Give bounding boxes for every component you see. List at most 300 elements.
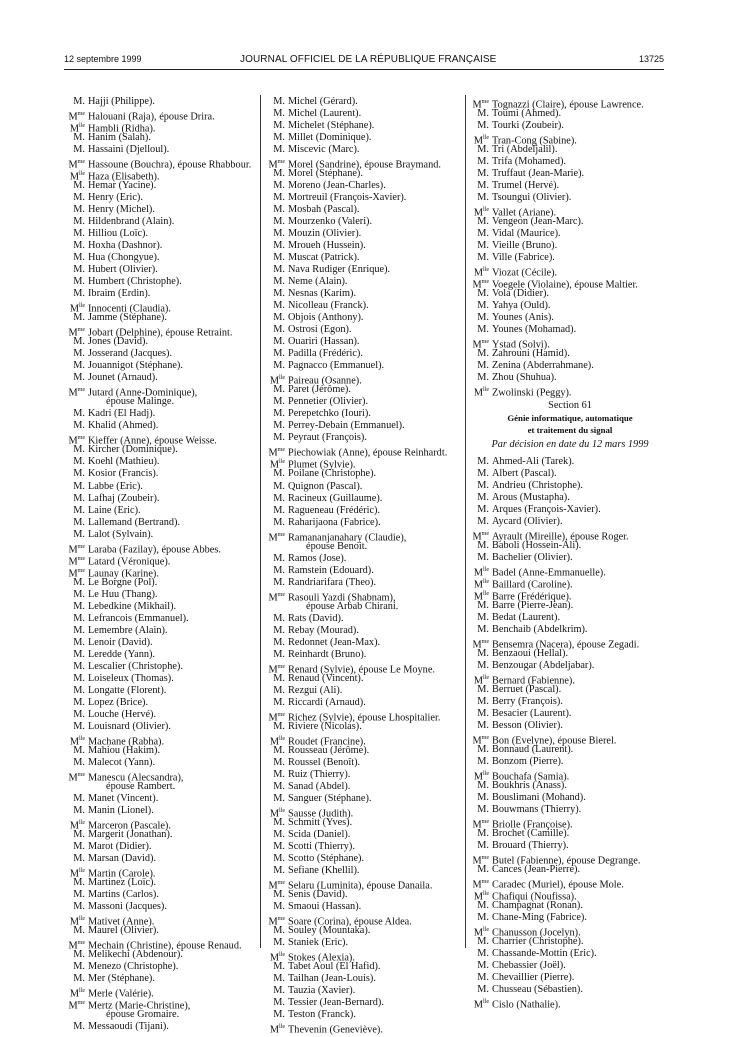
civility-title: M. <box>73 444 85 456</box>
person-name: Vidal (Maurice). <box>492 228 561 240</box>
person-name: Benchaib (Abdelkrim). <box>492 623 588 635</box>
person-name: Nicolleau (Franck). <box>288 300 369 312</box>
person-name: Malecot (Yann). <box>88 756 156 768</box>
list-item <box>66 312 256 324</box>
list-item <box>266 204 464 216</box>
person-name: Mertz (Marie-Christine), <box>88 1000 191 1012</box>
civility-title: M. <box>273 768 285 780</box>
civility-title: M. <box>73 660 85 672</box>
civility-title: M. <box>73 204 85 216</box>
list-item <box>266 96 464 108</box>
civility-title: M. <box>273 276 285 288</box>
list-item <box>266 541 464 553</box>
person-name: Ystad (Solvi). <box>492 339 550 351</box>
person-name: Senis (David). <box>288 889 348 901</box>
person-name: Marot (Didier). <box>88 840 152 852</box>
person-name: Reinhardt (Bruno). <box>288 648 367 660</box>
list-item <box>470 876 670 891</box>
list-item <box>66 721 256 733</box>
list-item <box>470 708 670 720</box>
person-name: Moreno (Jean-Charles). <box>288 180 386 192</box>
person-name: Hua (Chongyue). <box>88 252 160 264</box>
person-name: Marceron (Pascale). <box>88 820 171 832</box>
list-item <box>266 577 464 589</box>
list-item <box>66 625 256 637</box>
civility-title: M. <box>73 696 85 708</box>
civility-title: M. <box>73 348 85 360</box>
civility-title: M. <box>273 961 285 973</box>
list-item <box>470 732 670 747</box>
person-name: Chafiqui (Noufissa). <box>492 891 577 903</box>
list-item <box>266 108 464 120</box>
civility-title: M. <box>477 120 489 132</box>
civility-title: $M^{me}$ <box>472 638 489 651</box>
person-name: Lalot (Sylvain). <box>88 528 154 540</box>
list-item <box>66 961 256 973</box>
civility-title: M. <box>477 168 489 180</box>
person-name: Ramananjanahary (Claudie), <box>288 531 407 543</box>
civility-title: M. <box>73 840 85 852</box>
civility-title: M. <box>477 539 489 551</box>
list-item <box>470 636 670 651</box>
civility-title: M. <box>477 479 489 491</box>
list-item <box>66 997 256 1012</box>
person-name: Redonnet (Jean-Max). <box>288 636 381 648</box>
person-name: Roussel (Benoît). <box>288 756 361 768</box>
list-item <box>470 456 670 468</box>
person-name: Zenina (Abderrahmane). <box>492 360 594 372</box>
civility-title: $M^{me}$ <box>68 159 85 171</box>
list-item <box>66 372 256 384</box>
civility-title: $M^{me}$ <box>68 435 85 447</box>
person-name: Melikechi (Abdenour). <box>88 949 183 961</box>
person-name: Roudet (Francine). <box>288 736 366 748</box>
person-name: Truffaut (Jean-Marie). <box>492 168 585 180</box>
list-item <box>66 288 256 300</box>
list-item <box>470 804 670 816</box>
list-item <box>266 276 464 288</box>
list-item <box>470 348 670 360</box>
civility-title: M. <box>273 852 285 864</box>
civility-title: M. <box>273 636 285 648</box>
header-rule <box>64 69 664 70</box>
civility-title: M. <box>273 901 285 913</box>
person-name: Haza (Elisabeth). <box>88 171 160 183</box>
person-name: Miscevic (Marc). <box>288 144 360 156</box>
list-item <box>470 540 670 552</box>
list-item <box>66 517 256 529</box>
civility-title: M. <box>73 252 85 264</box>
person-name: Sanguer (Stéphane). <box>288 792 372 804</box>
list-item <box>266 360 464 372</box>
list-item <box>470 468 670 480</box>
person-name: Le Borgne (Pol). <box>88 576 158 588</box>
civility-title: M. <box>477 755 489 767</box>
list-item <box>66 601 256 613</box>
list-item <box>66 156 256 171</box>
list-item <box>266 865 464 877</box>
civility-title: M. <box>477 360 489 372</box>
list-item <box>66 853 256 865</box>
list-item <box>470 600 670 612</box>
civility-title: M. <box>73 336 85 348</box>
decision-date: Par décision en date du 12 mars 1999 <box>491 439 649 451</box>
section-subtitle-1: Génie informatique, automatique <box>507 413 633 424</box>
civility-title: M. <box>73 276 85 288</box>
list-item <box>266 781 464 793</box>
civility-title: $M^{me}$ <box>472 734 489 747</box>
person-name: Massoni (Jacques). <box>88 901 167 913</box>
person-name: Hanim (Salah). <box>88 132 151 144</box>
person-name: Bouslimani (Mohand). <box>492 791 586 803</box>
civility-title: M. <box>273 132 285 144</box>
list-item <box>266 565 464 577</box>
civility-title: M. <box>477 288 489 300</box>
person-name: Mroueh (Hussein). <box>288 240 366 252</box>
person-name: Lafhaj (Zoubeir). <box>88 492 160 504</box>
list-item <box>470 192 670 204</box>
civility-title: $M^{me}$ <box>268 880 285 892</box>
person-name: Besson (Olivier). <box>492 719 563 731</box>
list-item <box>266 240 464 252</box>
page-header <box>64 54 664 68</box>
civility-title: M. <box>477 372 489 384</box>
list-item <box>470 756 670 768</box>
person-name: Jounet (Arnaud). <box>88 372 158 384</box>
list-item <box>266 252 464 264</box>
person-name: Baboli (Hossein-Ali). <box>492 539 582 551</box>
list-item <box>66 697 256 709</box>
list-item <box>66 709 256 721</box>
person-name: Laraba (Fazilay), épouse Abbes. <box>88 544 221 555</box>
list-item <box>266 396 464 408</box>
civility-title: M. <box>273 120 285 132</box>
person-name: Josserand (Jacques). <box>88 348 173 360</box>
person-name: Scotto (Stéphane). <box>288 852 365 864</box>
person-name: Bensemra (Nacera), épouse Zegadi. <box>492 639 640 651</box>
person-name: Lenoir (David). <box>88 636 153 648</box>
section-subtitle-2: et traitement du signal <box>527 425 613 436</box>
civility-title: $M^{me}$ <box>68 1000 85 1012</box>
civility-title: M. <box>273 756 285 768</box>
person-name: Vallet (Ariane). <box>492 207 557 219</box>
list-item <box>470 276 670 291</box>
person-name: Koehl (Mathieu). <box>88 456 160 468</box>
list-item <box>470 576 670 591</box>
list-item <box>470 360 670 372</box>
list-item <box>470 96 670 111</box>
civility-title: M. <box>73 648 85 660</box>
civility-title: M. <box>477 156 489 168</box>
civility-title: M. <box>73 516 85 528</box>
list-item <box>66 216 256 228</box>
person-name: Riccardi (Arnaud). <box>288 696 366 708</box>
person-name: Ayrault (Mireille), épouse Roger. <box>492 531 629 543</box>
civility-title: M. <box>477 467 489 479</box>
civility-title: $M^{lle}$ <box>473 267 489 279</box>
person-name: Zhou (Shuhua). <box>492 372 557 384</box>
civility-title: M. <box>273 96 285 107</box>
person-name: Martinez (Loïc). <box>88 877 157 889</box>
person-name: Ouariri (Hassan). <box>288 336 360 348</box>
list-item <box>266 1021 464 1036</box>
civility-title: M. <box>273 192 285 204</box>
person-name: Tsoungui (Olivier). <box>492 192 572 204</box>
list-item <box>470 336 670 351</box>
column-divider <box>260 95 261 948</box>
person-name: Hoxha (Dashnor). <box>88 240 163 252</box>
person-name: Butel (Fabienne), épouse Degrange. <box>492 855 641 867</box>
list-item <box>266 985 464 997</box>
list-item <box>66 108 256 123</box>
civility-title: $M^{lle}$ <box>69 303 85 315</box>
list-item <box>470 492 670 504</box>
civility-title: M. <box>73 889 85 901</box>
civility-title: $M^{lle}$ <box>473 135 489 147</box>
civility-title: M. <box>273 564 285 576</box>
civility-title: $M^{lle}$ <box>69 123 85 135</box>
civility-title: M. <box>477 108 489 120</box>
person-name: Mechain (Christine), épouse Renaud. <box>88 940 242 952</box>
civility-title: M. <box>273 300 285 312</box>
civility-title: M. <box>273 684 285 696</box>
list-item <box>266 961 464 973</box>
list-item <box>66 180 256 192</box>
civility-title: M. <box>477 599 489 611</box>
person-name: Paret (Jérôme). <box>288 384 351 396</box>
person-name: Lallemand (Bertrand). <box>88 516 181 528</box>
list-item <box>66 204 256 216</box>
list-item <box>266 637 464 649</box>
person-name: Bouchafa (Samia). <box>492 771 570 783</box>
list-item <box>470 180 670 192</box>
person-name: Tabet Aoul (El Hafid). <box>288 961 381 973</box>
person-name: Hassaini (Djelloul). <box>88 144 170 156</box>
civility-title: M. <box>477 695 489 707</box>
civility-title: M. <box>273 516 285 528</box>
civility-title: $M^{lle}$ <box>473 207 489 219</box>
list-item <box>266 529 464 541</box>
person-name: Latard (Véronique). <box>88 556 171 568</box>
list-item <box>470 948 670 960</box>
list-item <box>470 120 670 132</box>
civility-title: M. <box>477 252 489 264</box>
civility-title: M. <box>73 684 85 696</box>
person-name: Halouani (Raja), épouse Drira. <box>88 111 215 123</box>
list-item <box>266 757 464 769</box>
list-item <box>266 288 464 300</box>
civility-title: M. <box>73 468 85 480</box>
civility-title: M. <box>73 624 85 636</box>
list-item <box>66 913 256 928</box>
person-name: Kosior (Francis). <box>88 468 159 480</box>
civility-title: M. <box>477 828 489 839</box>
list-item <box>66 264 256 276</box>
person-name: Humbert (Christophe). <box>88 276 182 288</box>
person-name: Lescalier (Christophe). <box>88 660 183 672</box>
list-item <box>266 420 464 432</box>
person-name: Tailhan (Jean-Louis). <box>288 973 376 985</box>
spouse-name: épouse Malinge. <box>106 396 175 408</box>
person-name: Younes (Mohamad). <box>492 324 577 336</box>
person-name: Neme (Alain). <box>288 276 348 288</box>
person-name: Albert (Pascal). <box>492 467 557 479</box>
list-item <box>470 528 670 543</box>
list-item <box>470 240 670 252</box>
spouse-name: épouse Gromaire. <box>106 1009 180 1021</box>
person-name: Hambli (Ridha). <box>88 123 156 135</box>
list-item <box>470 252 670 264</box>
civility-title: M. <box>273 696 285 708</box>
person-name: Arous (Mustapha). <box>492 491 570 503</box>
person-name: Plumet (Sylvie). <box>288 459 356 471</box>
person-name: Berruet (Pascal). <box>492 683 562 695</box>
person-name: Hassoune (Bouchra), épouse Rhabbour. <box>88 159 252 171</box>
name-column-2 <box>266 96 464 1036</box>
civility-title: M. <box>73 961 85 973</box>
person-name: Lefrancois (Emmanuel). <box>88 612 189 624</box>
civility-title: M. <box>273 672 285 684</box>
civility-title: M. <box>73 240 85 252</box>
civility-title: M. <box>273 216 285 228</box>
civility-title: $M^{lle}$ <box>269 459 285 471</box>
civility-title: $M^{me}$ <box>268 711 285 724</box>
civility-title: $M^{lle}$ <box>269 807 285 820</box>
list-item <box>470 984 670 996</box>
list-item <box>266 601 464 613</box>
list-item <box>266 997 464 1009</box>
person-name: Tran-Cong (Sabine). <box>492 135 577 147</box>
civility-title: M. <box>73 192 85 204</box>
person-name: Cislo (Nathalie). <box>492 999 561 1011</box>
person-name: Manet (Vincent). <box>88 792 159 804</box>
list-item <box>66 553 256 568</box>
civility-title: M. <box>73 744 85 756</box>
person-name: Smaoui (Hassan). <box>288 901 362 913</box>
civility-title: M. <box>73 312 85 324</box>
section-title: Section 61 <box>548 400 592 412</box>
person-name: Chane-Ming (Fabrice). <box>492 912 587 924</box>
person-name: Riviere (Nicolas). <box>288 720 362 732</box>
person-name: Nesnas (Karim). <box>288 288 357 300</box>
civility-title: $M^{lle}$ <box>473 770 489 783</box>
person-name: Rezgui (Ali). <box>288 684 343 696</box>
civility-title: M. <box>477 743 489 755</box>
list-item <box>266 877 464 892</box>
person-name: Chanusson (Jocelyn). <box>492 927 581 939</box>
civility-title: M. <box>73 756 85 768</box>
person-name: Menezo (Christophe). <box>88 961 179 973</box>
person-name: Chebassier (Joël). <box>492 960 566 972</box>
person-name: Ahmed-Ali (Tarek). <box>492 455 575 467</box>
list-item <box>266 793 464 805</box>
person-name: Marsan (David). <box>88 852 157 864</box>
person-name: Michelet (Stéphane). <box>288 120 375 132</box>
civility-title: $M^{lle}$ <box>69 988 85 1000</box>
list-item <box>266 589 464 604</box>
civility-title: M. <box>73 576 85 588</box>
civility-title: $M^{lle}$ <box>473 999 489 1011</box>
list-item <box>266 817 464 829</box>
civility-title: $M^{me}$ <box>268 591 285 604</box>
civility-title: M. <box>73 588 85 600</box>
person-name: Soare (Corina), épouse Aldea. <box>288 916 412 928</box>
spouse-name: épouse Benoit. <box>306 540 368 552</box>
list-item <box>66 649 256 661</box>
civility-title: $M^{lle}$ <box>473 891 489 903</box>
person-name: Besacier (Laurent). <box>492 707 572 719</box>
person-name: Vola (Didier). <box>492 288 549 300</box>
person-name: Peyraut (François). <box>288 432 367 444</box>
person-name: Perrey-Debain (Emmanuel). <box>288 420 405 432</box>
civility-title: $M^{me}$ <box>472 279 489 291</box>
civility-title: M. <box>73 720 85 732</box>
person-name: Renard (Sylvie), épouse Le Moyne. <box>288 664 435 676</box>
list-item <box>66 420 256 432</box>
person-name: Bouwmans (Thierry). <box>492 803 582 815</box>
person-name: Chassande-Mottin (Eric). <box>492 948 597 960</box>
person-name: Margerit (Jonathan). <box>88 828 173 840</box>
list-item <box>470 852 670 867</box>
list-item <box>266 925 464 937</box>
list-item <box>470 672 670 687</box>
list-item <box>470 324 670 336</box>
list-item <box>470 720 670 732</box>
person-name: Briolle (Françoise). <box>492 819 573 831</box>
civility-title: M. <box>73 792 85 804</box>
list-item <box>66 300 256 315</box>
civility-title: M. <box>477 972 489 984</box>
civility-title: M. <box>73 636 85 648</box>
civility-title: M. <box>73 360 85 372</box>
person-name: Zahrouni (Hamid). <box>492 348 570 360</box>
person-name: Ruiz (Thierry). <box>288 768 351 780</box>
civility-title: M. <box>477 180 489 192</box>
civility-title: M. <box>273 480 285 492</box>
civility-title: $M^{lle}$ <box>69 735 85 748</box>
list-item <box>266 853 464 865</box>
list-item <box>266 216 464 228</box>
person-name: Poilane (Christophe). <box>288 468 377 480</box>
civility-title: M. <box>73 600 85 612</box>
person-name: Michel (Laurent). <box>288 108 362 120</box>
list-item <box>66 360 256 372</box>
list-item <box>266 949 464 964</box>
civility-title: M. <box>273 384 285 396</box>
civility-title: M. <box>273 889 285 901</box>
civility-title: M. <box>477 300 489 312</box>
person-name: Richez (Sylvie), épouse Lhospitalier. <box>288 712 441 724</box>
civility-title: $M^{lle}$ <box>269 375 285 387</box>
person-name: Henry (Michel). <box>88 204 155 216</box>
civility-title: M. <box>273 780 285 792</box>
person-name: Mourzenko (Valeri). <box>288 216 373 228</box>
person-name: Laine (Eric). <box>88 504 141 516</box>
civility-title: $M^{me}$ <box>268 531 285 543</box>
person-name: Benzaoui (Hellal). <box>492 647 569 659</box>
civility-title: M. <box>73 132 85 144</box>
person-name: Loiseleux (Thomas). <box>88 672 174 684</box>
civility-title: M. <box>73 480 85 492</box>
civility-title: M. <box>273 937 285 949</box>
civility-title: $M^{lle}$ <box>473 387 489 399</box>
person-name: Bon (Evelyne), épouse Bierel. <box>492 735 617 747</box>
civility-title: $M^{me}$ <box>268 916 285 928</box>
person-name: Merle (Valérie). <box>88 988 154 1000</box>
person-name: Padilla (Frédéric). <box>288 348 363 360</box>
civility-title: M. <box>477 623 489 635</box>
civility-title: M. <box>477 312 489 324</box>
